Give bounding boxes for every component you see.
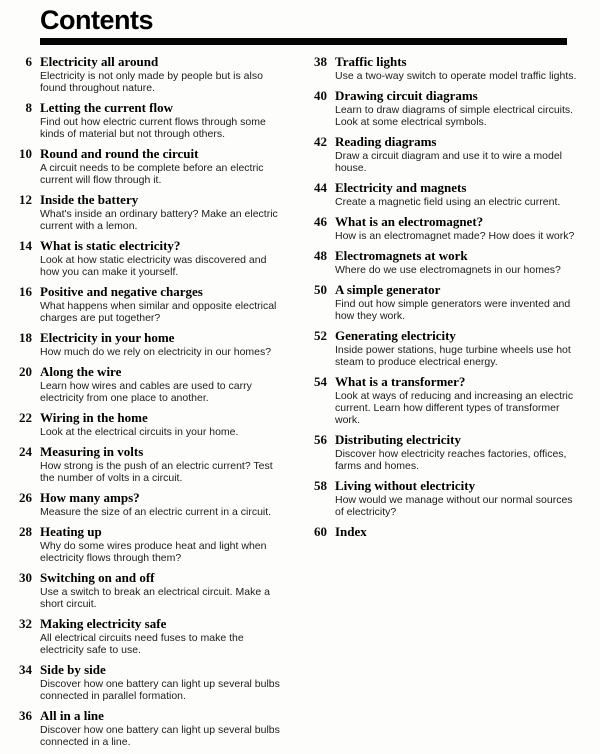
toc-page-number: 16 [19,284,32,299]
toc-entry-description: Look at the electrical circuits in your home. [40,426,239,438]
toc-entry-body [335,432,577,472]
toc-entry-title: Heating up [40,524,102,539]
toc-entry-title: Along the wire [40,364,122,379]
toc-entry-body [40,410,238,438]
toc-entry [305,328,577,368]
toc-entry-body [335,214,574,242]
toc-entry-title: Round and round the circuit [40,146,199,161]
toc-entry-body [40,524,282,564]
toc-page-number: 48 [314,248,327,263]
toc-page-number: 56 [314,432,327,447]
toc-page-number: 28 [19,524,32,539]
toc-entry-title: Electricity in your home [40,330,175,345]
toc-entry-title: Index [335,524,367,539]
toc-entry-title: Letting the current flow [40,100,173,115]
toc-columns [0,54,600,754]
toc-entry-description: Create a magnetic field using an electric current. [335,196,561,208]
toc-entry-description: Where do we use electromagnets in our homes? [335,264,561,276]
toc-page-number: 24 [19,444,32,459]
toc-entry-body [335,248,561,276]
toc-page-number: 50 [314,282,327,297]
toc-entry [10,284,282,324]
toc-entry-description: Draw a circuit diagram and use it to wire a model house. [335,150,563,174]
toc-entry-body [40,570,282,610]
toc-entry-title: Positive and negative charges [40,284,203,299]
toc-page-number: 30 [19,570,32,585]
toc-entry-description: What's inside an ordinary battery? Make an electric current with a lemon. [40,208,278,232]
toc-entry [10,616,282,656]
toc-entry-body [40,54,282,94]
toc-page-number: 6 [25,54,32,69]
toc-page-number: 14 [19,238,32,253]
toc-entry [305,54,577,82]
toc-entry-description: Discover how one battery can light up several bulbs connected in parallel formation. [40,678,280,702]
toc-page-number: 46 [314,214,327,229]
toc-entry [305,478,577,518]
toc-entry [10,330,282,358]
toc-entry-description: Look at ways of reducing and increasing an electric current. Learn how different types of transformer work. [335,390,574,426]
toc-page-number: 54 [314,374,327,389]
toc-entry-title: What is static electricity? [40,238,181,253]
toc-entry-description: Why do some wires produce heat and light when electricity flows through them? [40,540,267,564]
toc-page-number: 42 [314,134,327,149]
toc-entry-title: Making electricity safe [40,616,167,631]
toc-page-number: 22 [19,410,32,425]
toc-entry [10,708,282,748]
toc-entry-title: Electricity and magnets [335,180,467,195]
toc-entry-description: How is an electromagnet made? How does it work? [335,230,575,242]
toc-entry [305,524,577,539]
toc-entry-body [40,616,282,656]
toc-entry [305,432,577,472]
toc-entry [305,180,577,208]
toc-entry-body [40,708,282,748]
page-title: Contents [40,5,153,35]
toc-entry-body [335,180,560,208]
toc-entry [10,490,282,518]
toc-page-number: 34 [19,662,32,677]
toc-entry-title: Electromagnets at work [335,248,468,263]
toc-entry-description: How much do we rely on electricity in our homes? [40,346,272,358]
toc-entry-title: Electricity all around [40,54,159,69]
toc-entry-description: Measure the size of an electric current in a circuit. [40,506,272,518]
toc-page-number: 38 [314,54,327,69]
toc-entry [10,100,282,140]
toc-entry-title: How many amps? [40,490,140,505]
toc-entry-description: Find out how electric current flows through some kinds of material but not through others. [40,116,266,140]
toc-entry-body [40,238,282,278]
toc-entry-body [40,146,282,186]
toc-entry-description: Use a two-way switch to operate model traffic lights. [335,70,577,82]
toc-page-number: 26 [19,490,32,505]
toc-entry-title: Generating electricity [335,328,456,343]
toc-entry-body [335,478,577,518]
toc-entry [10,444,282,484]
toc-entry-body [40,364,282,404]
toc-entry-body [40,284,282,324]
toc-entry-body [40,444,282,484]
toc-page-number: 20 [19,364,32,379]
toc-entry-body [335,282,577,322]
toc-entry-description: Use a switch to break an electrical circuit. Make a short circuit. [40,586,270,610]
toc-entry-title: What is a transformer? [335,374,466,389]
toc-entry [10,570,282,610]
toc-entry-title: Measuring in volts [40,444,144,459]
toc-entry-title: Distributing electricity [335,432,461,447]
toc-page-number: 32 [19,616,32,631]
toc-entry-body [40,490,271,518]
toc-entry-title: Wiring in the home [40,410,148,425]
toc-entry-title: Side by side [40,662,106,677]
toc-entry-title: Switching on and off [40,570,155,585]
toc-entry-description: Find out how simple generators were invented and how they work. [335,298,571,322]
toc-entry-description: All electrical circuits need fuses to make the electricity safe to use. [40,632,244,656]
toc-entry-description: Electricity is not only made by people but is also found throughout nature. [40,70,263,94]
toc-entry [10,146,282,186]
toc-entry-body [335,374,577,426]
toc-entry-title: Inside the battery [40,192,139,207]
toc-entry-description: How would we manage without our normal sources of electricity? [335,494,573,518]
toc-entry-title: Drawing circuit diagrams [335,88,478,103]
toc-entry-body [335,134,577,174]
toc-page-number: 8 [25,100,32,115]
toc-column-right [305,54,577,754]
toc-entry [10,662,282,702]
toc-entry [10,364,282,404]
toc-page-number: 12 [19,192,32,207]
title-rule [40,38,567,45]
toc-entry-body [335,54,576,82]
toc-entry-description: Inside power stations, huge turbine wheels use hot steam to produce electrical energy. [335,344,571,368]
toc-entry-title: What is an electromagnet? [335,214,484,229]
toc-entry [305,88,577,128]
toc-entry-body [40,100,282,140]
toc-page-number: 52 [314,328,327,343]
toc-entry-description: How strong is the push of an electric current? Test the number of volts in a circuit. [40,460,273,484]
toc-page-number: 18 [19,330,32,345]
toc-entry-body [40,330,271,358]
toc-entry [10,238,282,278]
toc-entry-title: A simple generator [335,282,441,297]
toc-entry [305,248,577,276]
toc-entry-body [335,328,577,368]
toc-entry [305,134,577,174]
toc-entry-description: Look at how static electricity was discovered and how you can make it yourself. [40,254,267,278]
toc-entry [10,410,282,438]
toc-column-left [10,54,282,754]
toc-page-number: 10 [19,146,32,161]
toc-entry [305,282,577,322]
toc-entry [10,54,282,94]
toc-entry-description: Discover how electricity reaches factories, offices, farms and homes. [335,448,567,472]
toc-page-number: 40 [314,88,327,103]
toc-entry-description: Discover how one battery can light up several bulbs connected in a line. [40,724,280,748]
toc-page-number: 36 [19,708,32,723]
toc-entry-body [40,192,282,232]
toc-page-number: 58 [314,478,327,493]
page-header [40,5,567,45]
toc-entry-description: A circuit needs to be complete before an electric current will flow through it. [40,162,264,186]
toc-entry-description: What happens when similar and opposite electrical charges are put together? [40,300,277,324]
toc-entry [10,524,282,564]
toc-entry-title: Living without electricity [335,478,476,493]
toc-entry-body [40,662,282,702]
toc-entry [10,192,282,232]
toc-entry-title: All in a line [40,708,104,723]
toc-entry-title: Reading diagrams [335,134,437,149]
toc-entry [305,374,577,426]
toc-page-number: 60 [314,524,327,539]
toc-entry-description: Learn to draw diagrams of simple electrical circuits. Look at some electrical symbols. [335,104,574,128]
toc-entry-title: Traffic lights [335,54,407,69]
toc-entry [305,214,577,242]
toc-entry-description: Learn how wires and cables are used to carry electricity from one place to another. [40,380,252,404]
toc-entry-body [335,524,367,539]
toc-page-number: 44 [314,180,327,195]
toc-entry-body [335,88,577,128]
